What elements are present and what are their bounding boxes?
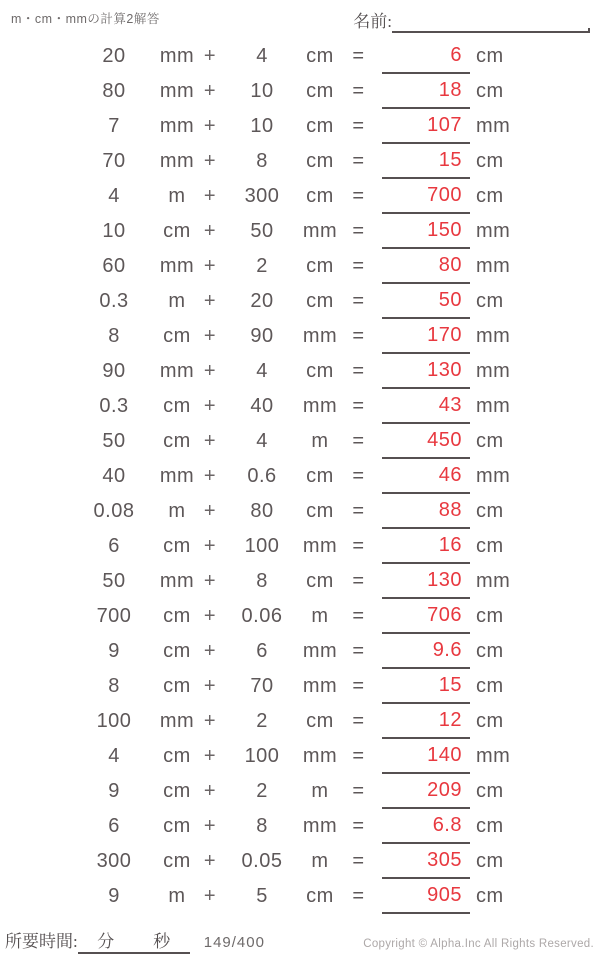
plus-operator: +: [203, 220, 217, 242]
operand-a: 80: [102, 80, 126, 102]
unit-b: cm: [306, 115, 334, 137]
plus-operator: +: [203, 535, 217, 557]
answer-unit: mm: [476, 115, 511, 137]
operand-b: 80: [250, 500, 274, 522]
problem-row: [0, 634, 600, 669]
plus-operator: +: [203, 290, 217, 312]
answer-value: 9.6: [382, 634, 470, 669]
operand-b: 2: [256, 780, 268, 802]
operand-a: 700: [96, 605, 132, 627]
operand-b: 8: [256, 815, 268, 837]
unit-b: cm: [306, 185, 334, 207]
operand-a: 20: [102, 45, 126, 67]
unit-a: mm: [159, 115, 195, 137]
operand-a: 10: [102, 220, 126, 242]
answer-unit: mm: [476, 465, 511, 487]
operand-a: 6: [108, 815, 120, 837]
plus-operator: +: [203, 850, 217, 872]
unit-b: cm: [306, 255, 334, 277]
problem-row: [0, 494, 600, 529]
plus-operator: +: [203, 255, 217, 277]
operand-a: 7: [108, 115, 120, 137]
equals-sign: =: [352, 220, 365, 242]
equals-sign: =: [352, 815, 365, 837]
footer: [5, 927, 594, 954]
answer-unit: cm: [476, 640, 504, 662]
answer-value: 12: [382, 704, 470, 739]
problem-row: [0, 669, 600, 704]
operand-b: 10: [250, 115, 274, 137]
operand-a: 9: [108, 640, 120, 662]
equals-sign: =: [352, 745, 365, 767]
unit-a: cm: [163, 675, 191, 697]
answer-value: 50: [382, 284, 470, 319]
unit-a: mm: [159, 465, 195, 487]
unit-b: cm: [306, 80, 334, 102]
plus-operator: +: [203, 185, 217, 207]
problem-row: [0, 109, 600, 144]
operand-a: 50: [102, 430, 126, 452]
unit-a: mm: [159, 150, 195, 172]
operand-a: 8: [108, 675, 120, 697]
plus-operator: +: [203, 395, 217, 417]
unit-a: cm: [163, 325, 191, 347]
answer-value: 130: [382, 564, 470, 599]
answer-unit: cm: [476, 710, 504, 732]
plus-operator: +: [203, 80, 217, 102]
answer-unit: cm: [476, 150, 504, 172]
equals-sign: =: [352, 710, 365, 732]
equals-sign: =: [352, 780, 365, 802]
name-label: 名前:: [353, 12, 392, 31]
plus-operator: +: [203, 570, 217, 592]
unit-b: mm: [302, 640, 338, 662]
plus-operator: +: [203, 500, 217, 522]
operand-a: 90: [102, 360, 126, 382]
unit-b: mm: [302, 220, 338, 242]
operand-a: 8: [108, 325, 120, 347]
operand-a: 40: [102, 465, 126, 487]
answer-value: 6.8: [382, 809, 470, 844]
operand-b: 100: [244, 535, 280, 557]
answer-value: 16: [382, 529, 470, 564]
operand-b: 4: [256, 360, 268, 382]
answer-value: 170: [382, 319, 470, 354]
unit-a: cm: [163, 220, 191, 242]
answer-unit: cm: [476, 500, 504, 522]
plus-operator: +: [203, 45, 217, 67]
operand-a: 300: [96, 850, 132, 872]
unit-a: mm: [159, 570, 195, 592]
plus-operator: +: [203, 465, 217, 487]
problem-row: [0, 389, 600, 424]
time-blank-line: [78, 927, 190, 954]
answer-value: 15: [382, 669, 470, 704]
plus-operator: +: [203, 115, 217, 137]
answer-unit: mm: [476, 220, 511, 242]
plus-operator: +: [203, 325, 217, 347]
equals-sign: =: [352, 150, 365, 172]
plus-operator: +: [203, 780, 217, 802]
problem-row: [0, 214, 600, 249]
answer-unit: cm: [476, 815, 504, 837]
answer-value: 88: [382, 494, 470, 529]
seconds-label: 秒: [153, 932, 171, 951]
operand-b: 20: [250, 290, 274, 312]
problem-row: [0, 354, 600, 389]
unit-a: cm: [163, 395, 191, 417]
plus-operator: +: [203, 885, 217, 907]
operand-a: 4: [108, 745, 120, 767]
problem-row: [0, 564, 600, 599]
unit-a: mm: [159, 255, 195, 277]
unit-b: m: [311, 780, 329, 802]
page-title: m・cm・mmの計算2解答: [11, 12, 160, 26]
unit-a: cm: [163, 780, 191, 802]
operand-b: 50: [250, 220, 274, 242]
answer-unit: cm: [476, 535, 504, 557]
problem-row: [0, 179, 600, 214]
operand-a: 0.3: [99, 395, 129, 417]
unit-b: mm: [302, 815, 338, 837]
operand-a: 50: [102, 570, 126, 592]
equals-sign: =: [352, 605, 365, 627]
unit-b: mm: [302, 325, 338, 347]
operand-b: 0.06: [241, 605, 283, 627]
operand-b: 8: [256, 150, 268, 172]
answer-value: 15: [382, 144, 470, 179]
answer-value: 150: [382, 214, 470, 249]
unit-b: m: [311, 850, 329, 872]
unit-a: mm: [159, 360, 195, 382]
answer-value: 46: [382, 459, 470, 494]
plus-operator: +: [203, 640, 217, 662]
operand-b: 70: [250, 675, 274, 697]
unit-a: mm: [159, 45, 195, 67]
answer-unit: mm: [476, 395, 511, 417]
answer-value: 43: [382, 389, 470, 424]
unit-a: cm: [163, 535, 191, 557]
unit-a: m: [168, 185, 186, 207]
equals-sign: =: [352, 80, 365, 102]
minutes-label: 分: [97, 932, 115, 951]
answer-value: 107: [382, 109, 470, 144]
operand-a: 4: [108, 185, 120, 207]
time-label: 所要時間:: [5, 932, 78, 951]
equals-sign: =: [352, 430, 365, 452]
operand-b: 90: [250, 325, 274, 347]
operand-a: 9: [108, 885, 120, 907]
answer-unit: cm: [476, 80, 504, 102]
unit-b: cm: [306, 290, 334, 312]
answer-unit: mm: [476, 745, 511, 767]
unit-b: cm: [306, 45, 334, 67]
plus-operator: +: [203, 745, 217, 767]
unit-b: cm: [306, 150, 334, 172]
answer-unit: mm: [476, 360, 511, 382]
answer-value: 305: [382, 844, 470, 879]
problem-row: [0, 774, 600, 809]
operand-b: 6: [256, 640, 268, 662]
equals-sign: =: [352, 185, 365, 207]
problem-row: [0, 39, 600, 74]
answer-unit: cm: [476, 45, 504, 67]
answer-value: 905: [382, 879, 470, 914]
answer-value: 140: [382, 739, 470, 774]
problem-row: [0, 529, 600, 564]
answer-unit: mm: [476, 255, 511, 277]
unit-a: m: [168, 885, 186, 907]
problem-row: [0, 74, 600, 109]
operand-a: 70: [102, 150, 126, 172]
unit-b: cm: [306, 360, 334, 382]
answer-unit: cm: [476, 185, 504, 207]
plus-operator: +: [203, 360, 217, 382]
equals-sign: =: [352, 850, 365, 872]
unit-b: m: [311, 605, 329, 627]
equals-sign: =: [352, 360, 365, 382]
name-field: [353, 7, 590, 33]
equals-sign: =: [352, 640, 365, 662]
operand-b: 100: [244, 745, 280, 767]
operand-a: 6: [108, 535, 120, 557]
unit-b: cm: [306, 885, 334, 907]
unit-a: mm: [159, 80, 195, 102]
unit-b: cm: [306, 500, 334, 522]
unit-a: m: [168, 290, 186, 312]
answer-unit: mm: [476, 325, 511, 347]
unit-b: m: [311, 430, 329, 452]
answer-value: 706: [382, 599, 470, 634]
operand-b: 0.6: [247, 465, 277, 487]
answer-unit: cm: [476, 605, 504, 627]
operand-a: 9: [108, 780, 120, 802]
plus-operator: +: [203, 710, 217, 732]
problem-row: [0, 879, 600, 914]
answer-unit: cm: [476, 430, 504, 452]
equals-sign: =: [352, 465, 365, 487]
name-blank-line: [392, 10, 590, 33]
page-number: 149/400: [203, 934, 265, 951]
unit-b: mm: [302, 395, 338, 417]
equals-sign: =: [352, 255, 365, 277]
unit-b: mm: [302, 745, 338, 767]
operand-b: 10: [250, 80, 274, 102]
answer-value: 209: [382, 774, 470, 809]
unit-b: mm: [302, 535, 338, 557]
unit-b: cm: [306, 710, 334, 732]
answer-unit: cm: [476, 290, 504, 312]
plus-operator: +: [203, 605, 217, 627]
plus-operator: +: [203, 675, 217, 697]
problem-row: [0, 844, 600, 879]
problems-list: [0, 39, 600, 914]
answer-unit: cm: [476, 675, 504, 697]
problem-row: [0, 739, 600, 774]
plus-operator: +: [203, 150, 217, 172]
problem-row: [0, 459, 600, 494]
unit-b: cm: [306, 570, 334, 592]
answer-value: 18: [382, 74, 470, 109]
answer-value: 80: [382, 249, 470, 284]
plus-operator: +: [203, 430, 217, 452]
operand-b: 0.05: [241, 850, 283, 872]
operand-b: 4: [256, 430, 268, 452]
problem-row: [0, 319, 600, 354]
unit-a: mm: [159, 710, 195, 732]
equals-sign: =: [352, 535, 365, 557]
equals-sign: =: [352, 570, 365, 592]
equals-sign: =: [352, 325, 365, 347]
unit-a: cm: [163, 640, 191, 662]
answer-value: 130: [382, 354, 470, 389]
problem-row: [0, 704, 600, 739]
unit-a: m: [168, 500, 186, 522]
operand-b: 2: [256, 255, 268, 277]
answer-value: 6: [382, 39, 470, 74]
operand-a: 60: [102, 255, 126, 277]
equals-sign: =: [352, 500, 365, 522]
equals-sign: =: [352, 290, 365, 312]
plus-operator: +: [203, 815, 217, 837]
operand-b: 40: [250, 395, 274, 417]
operand-a: 100: [96, 710, 132, 732]
equals-sign: =: [352, 885, 365, 907]
copyright-text: Copyright © Alpha.Inc All Rights Reserved.: [363, 938, 594, 950]
operand-b: 4: [256, 45, 268, 67]
operand-a: 0.3: [99, 290, 129, 312]
equals-sign: =: [352, 45, 365, 67]
unit-b: mm: [302, 675, 338, 697]
operand-a: 0.08: [93, 500, 135, 522]
problem-row: [0, 599, 600, 634]
operand-b: 5: [256, 885, 268, 907]
operand-b: 2: [256, 710, 268, 732]
unit-a: cm: [163, 745, 191, 767]
operand-b: 8: [256, 570, 268, 592]
answer-unit: cm: [476, 850, 504, 872]
answer-unit: mm: [476, 570, 511, 592]
answer-unit: cm: [476, 885, 504, 907]
answer-unit: cm: [476, 780, 504, 802]
problem-row: [0, 249, 600, 284]
problem-row: [0, 284, 600, 319]
unit-b: cm: [306, 465, 334, 487]
problem-row: [0, 809, 600, 844]
equals-sign: =: [352, 395, 365, 417]
equals-sign: =: [352, 115, 365, 137]
problem-row: [0, 144, 600, 179]
answer-value: 700: [382, 179, 470, 214]
unit-a: cm: [163, 850, 191, 872]
equals-sign: =: [352, 675, 365, 697]
unit-a: cm: [163, 815, 191, 837]
problem-row: [0, 424, 600, 459]
answer-value: 450: [382, 424, 470, 459]
unit-a: cm: [163, 430, 191, 452]
unit-a: cm: [163, 605, 191, 627]
operand-b: 300: [244, 185, 280, 207]
